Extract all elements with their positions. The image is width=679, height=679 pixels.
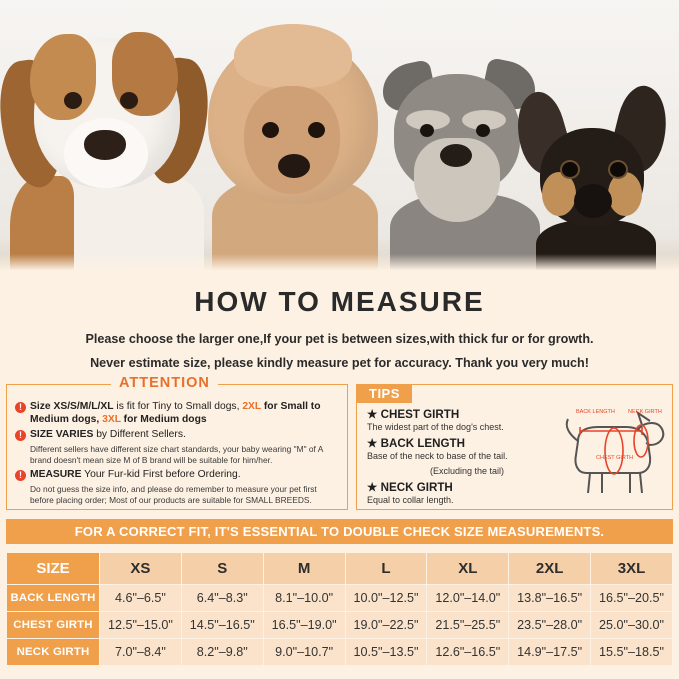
attention-item-3-text xyxy=(30,469,241,482)
table-row xyxy=(7,639,673,666)
tip-back-length-desc: Base of the neck to base of the tail. xyxy=(367,451,508,462)
table-col-2xl: 2XL xyxy=(509,553,591,585)
table-col-s: S xyxy=(181,553,263,585)
tip-neck-girth-desc: Equal to collar length. xyxy=(367,494,454,505)
exclamation-icon: ! xyxy=(15,470,26,481)
attention-item-2 xyxy=(15,429,339,442)
tip-chest-girth-label: CHEST GIRTH xyxy=(380,408,460,421)
hero-dog-photo xyxy=(0,0,679,272)
cell-neck-m: 9.0"–10.7" xyxy=(263,639,345,666)
correct-fit-banner: FOR A CORRECT FIT, IT'S ESSENTIAL TO DOUBLE CHECK SIZE MEASUREMENTS. xyxy=(6,519,673,544)
cell-chest-s: 14.5"–16.5" xyxy=(181,612,263,639)
attention-item-2-mid: by Different Sellers. xyxy=(93,428,186,440)
instruction-line-2: Never estimate size, please kindly measure pet for accuracy. Thank you very much! xyxy=(90,356,589,370)
tips-header: TIPS xyxy=(357,384,412,403)
tips-panel xyxy=(356,384,673,510)
chest-girth-measure-line xyxy=(605,428,623,474)
attention-item-1-mid2: for Small to xyxy=(261,401,321,412)
schnauzer-eye-left xyxy=(420,124,434,137)
table-col-xl: XL xyxy=(427,553,509,585)
attention-item-3-sub: Do not guess the size info, and please do remember to measure your pet first before placing order; Most of our products are suitable for SMALL BREEDS. xyxy=(30,484,317,506)
exclamation-icon: ! xyxy=(15,402,26,413)
poodle-eye-left xyxy=(262,122,279,138)
cell-neck-xl: 12.6"–16.5" xyxy=(427,639,509,666)
cell-back-2xl: 13.8"–16.5" xyxy=(509,585,591,612)
cell-neck-3xl: 15.5"–18.5" xyxy=(591,639,673,666)
cell-neck-s: 8.2"–9.8" xyxy=(181,639,263,666)
attention-item-2-text xyxy=(30,429,186,442)
attention-item-2-lead: SIZE VARIES xyxy=(30,428,94,440)
attention-item-1-line2b: for Medium dogs xyxy=(120,413,207,425)
attention-item-1-mid: is fit for Tiny to Small dogs, xyxy=(113,401,243,412)
size-chart-table xyxy=(6,552,673,666)
table-col-size: SIZE xyxy=(7,553,100,585)
attention-item-1-accent2: 3XL xyxy=(102,413,121,425)
chihuahua-cheek-right xyxy=(608,172,642,216)
hero-bottom-fade xyxy=(0,254,679,272)
attention-item-3-mid: Your Fur-kid First before Ordering. xyxy=(81,469,241,481)
dog-beagle xyxy=(8,14,204,272)
table-col-l: L xyxy=(345,553,427,585)
panels-row xyxy=(6,375,673,510)
cell-back-3xl: 16.5"–20.5" xyxy=(591,585,673,612)
cell-neck-2xl: 14.9"–17.5" xyxy=(509,639,591,666)
cell-chest-3xl: 25.0"–30.0" xyxy=(591,612,673,639)
star-icon: ★ xyxy=(367,408,378,421)
table-col-3xl: 3XL xyxy=(591,553,673,585)
attention-panel xyxy=(6,375,348,510)
attention-body xyxy=(7,385,347,516)
neck-girth-measure-line xyxy=(634,425,648,457)
beagle-patch-left xyxy=(30,34,96,120)
attention-item-3-lead: MEASURE xyxy=(30,469,82,481)
table-row xyxy=(7,585,673,612)
tip-back-length-label: BACK LENGTH xyxy=(380,437,466,451)
star-icon: ★ xyxy=(367,480,378,494)
beagle-nose xyxy=(84,130,126,160)
chihuahua-muzzle xyxy=(574,184,612,218)
table-col-m: M xyxy=(263,553,345,585)
neck-girth-diagram-label: NECK GIRTH xyxy=(628,409,662,415)
instruction-line-1: Please choose the larger one,If your pet is between sizes,with thick fur or for growth. xyxy=(85,332,594,346)
poodle-eye-right xyxy=(308,122,325,138)
row-label-back-length: BACK LENGTH xyxy=(7,585,100,612)
table-header-row xyxy=(7,553,673,585)
attention-item-1-line2a: Medium dogs, xyxy=(30,413,103,425)
measure-diagram xyxy=(567,405,672,501)
tip-neck-girth-title xyxy=(367,480,567,494)
attention-item-2-sub: Different sellers have different size chart standards, your baby wearing "M" of A brand doesn't mean size M of B brand will be suitable for him/her. xyxy=(30,443,323,465)
attention-item-1-accent: 2XL xyxy=(242,401,262,412)
attention-item-1-text xyxy=(30,401,321,427)
attention-item-1 xyxy=(15,401,339,427)
chest-girth-diagram-label: CHEST GIRTH xyxy=(596,455,634,461)
cell-chest-2xl: 23.5"–28.0" xyxy=(509,612,591,639)
exclamation-icon: ! xyxy=(15,430,26,441)
poodle-nose xyxy=(278,154,310,178)
dog-body-outline xyxy=(575,427,650,473)
cell-neck-l: 10.5"–13.5" xyxy=(345,639,427,666)
dog-outline-diagram xyxy=(542,401,668,501)
dog-legs-outline xyxy=(588,473,642,493)
tip-chest-girth-title xyxy=(367,407,567,421)
cell-chest-xl: 21.5"–25.5" xyxy=(427,612,509,639)
table-col-xs: XS xyxy=(100,553,182,585)
tip-chest-girth-desc: The widest part of the dog's chest. xyxy=(367,422,504,432)
attention-item-3 xyxy=(15,469,339,482)
dog-chihuahua xyxy=(512,86,672,272)
back-length-diagram-label: BACK LENGTH xyxy=(576,409,615,415)
cell-neck-xs: 7.0"–8.4" xyxy=(100,639,182,666)
schnauzer-nose xyxy=(440,144,472,167)
beagle-eye-right xyxy=(120,92,138,109)
cell-chest-l: 19.0"–22.5" xyxy=(345,612,427,639)
star-icon: ★ xyxy=(367,437,378,451)
cell-chest-xs: 12.5"–15.0" xyxy=(100,612,182,639)
row-label-neck-girth: NECK GIRTH xyxy=(7,639,100,666)
cell-back-xl: 12.0"–14.0" xyxy=(427,585,509,612)
tip-back-length-desc2: (Excluding the tail) xyxy=(429,465,505,476)
tips-body xyxy=(357,385,672,509)
cell-back-l: 10.0"–12.5" xyxy=(345,585,427,612)
tip-neck-girth-label: NECK GIRTH xyxy=(380,480,453,494)
tip-back-length-title xyxy=(367,436,567,450)
chihuahua-eye-left xyxy=(560,160,580,179)
cell-back-s: 6.4"–8.3" xyxy=(181,585,263,612)
tips-list xyxy=(367,405,567,509)
attention-header: ATTENTION xyxy=(111,375,218,391)
row-label-chest-girth: CHEST GIRTH xyxy=(7,612,100,639)
dog-poodle xyxy=(198,26,388,272)
dog-tail-outline xyxy=(567,419,578,441)
beagle-eye-left xyxy=(64,92,82,109)
chihuahua-eye-right xyxy=(608,160,628,179)
page-title: HOW TO MEASURE xyxy=(194,286,485,317)
cell-chest-m: 16.5"–19.0" xyxy=(263,612,345,639)
cell-back-xs: 4.6"–6.5" xyxy=(100,585,182,612)
table-row xyxy=(7,612,673,639)
cell-back-m: 8.1"–10.0" xyxy=(263,585,345,612)
poodle-top-fur xyxy=(234,24,352,88)
schnauzer-eye-right xyxy=(476,124,490,137)
attention-item-1-lead: Size XS/S/M/L/XL xyxy=(30,401,114,412)
